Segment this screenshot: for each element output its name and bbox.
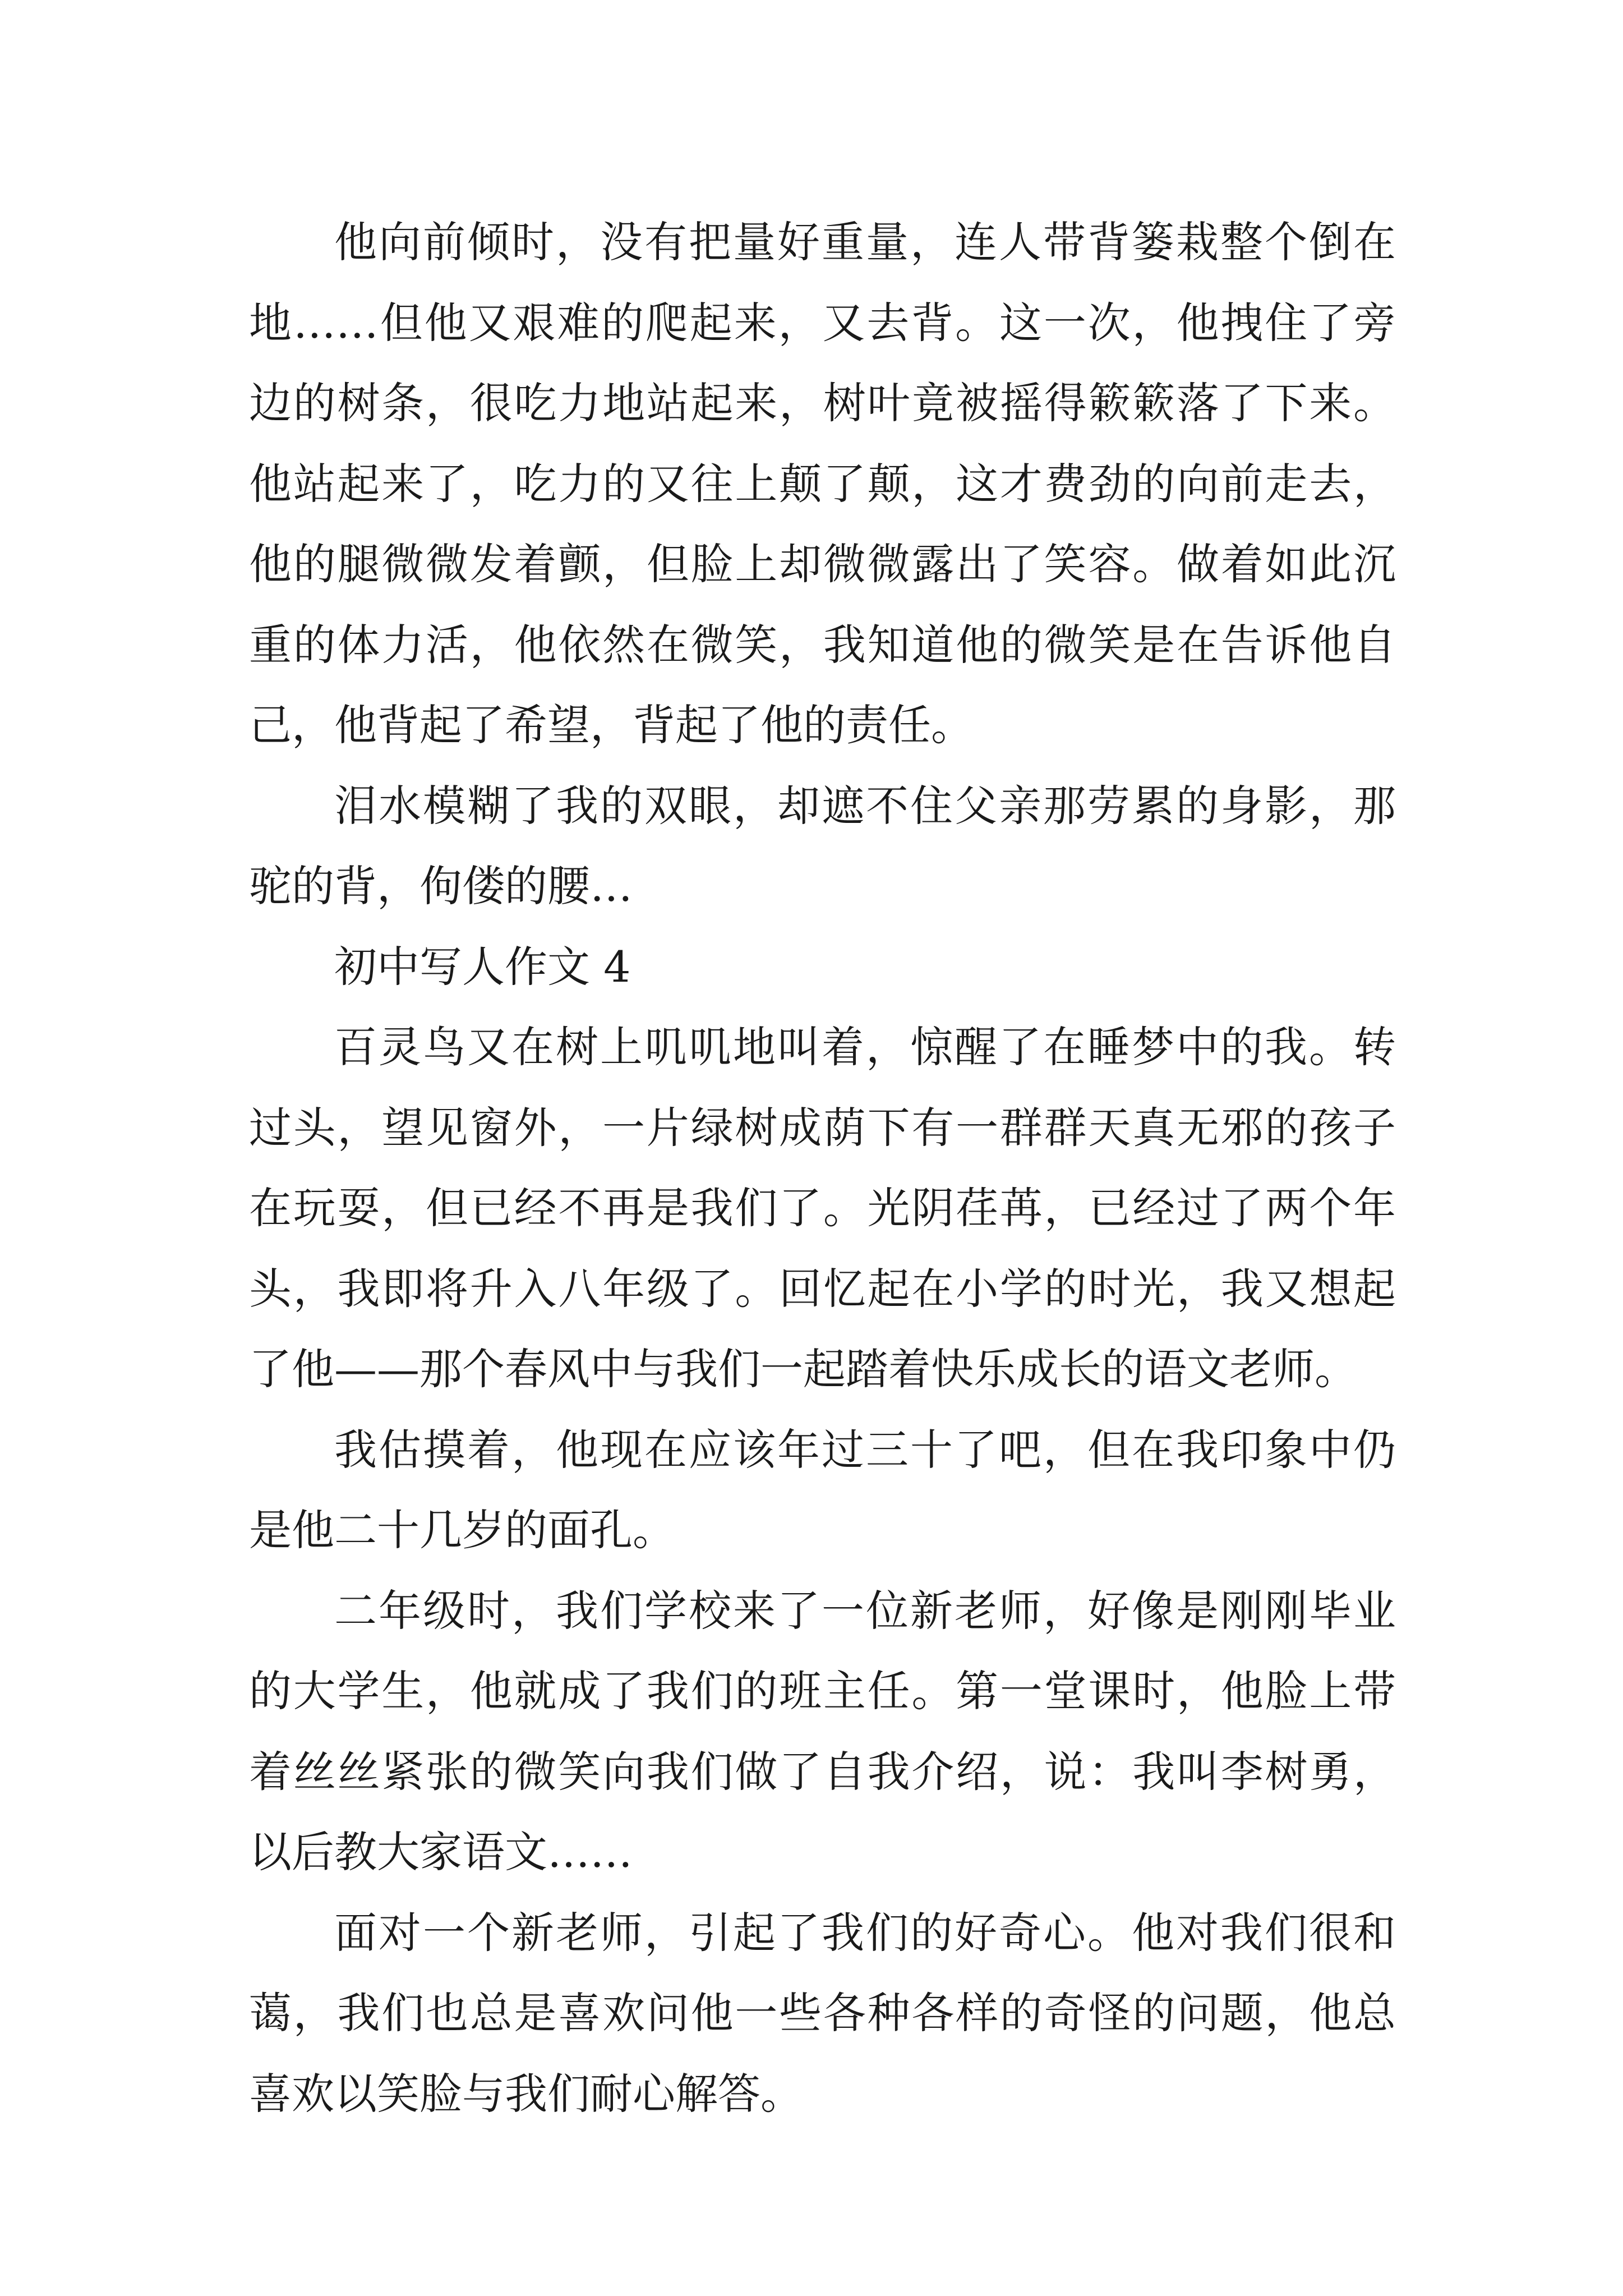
section-heading: 初中写人作文 4	[334, 941, 631, 992]
paragraph-tears: 泪水模糊了我的双眼，却遮不住父亲那劳累的身影，那驼的背，佝偻的腰…	[249, 780, 1396, 911]
paragraph-father-carrying: 他向前倾时，没有把量好重量，连人带背篓栽整个倒在地……但他又艰难的爬起来，又去背。这一次，他拽住了旁边的树条，很吃力地站起来，树叶竟被摇得簌簌落了下来。他站起来了，吃力的又往上颠了颠，这才费劲的向前走去，他的腿微微发着颤，但脸上却微微露出了笑容。做着如此沉重的体力活，他依然在微笑，我知道他的微笑是在告诉他自己，他背起了希望，背起了他的责任。	[249, 217, 1396, 750]
paragraph-lark: 百灵鸟又在树上叽叽地叫着，惊醒了在睡梦中的我。转过头，望见窗外，一片绿树成荫下有一群群天真无邪的孩子在玩耍，但已经不再是我们了。光阴荏苒，已经过了两个年头，我即将升入八年级了。回忆起在小学的时光，我又想起了他——那个春风中与我们一起踏着快乐成长的语文老师。	[249, 1022, 1396, 1394]
document-body	[249, 202, 1396, 2134]
paragraph-curiosity: 面对一个新老师，引起了我们的好奇心。他对我们很和蔼，我们也总是喜欢问他一些各种各样的奇怪的问题，他总喜欢以笑脸与我们耐心解答。	[249, 1907, 1396, 2119]
paragraph-estimate: 我估摸着，他现在应该年过三十了吧，但在我印象中仍是他二十几岁的面孔。	[249, 1424, 1396, 1555]
paragraph-new-teacher: 二年级时，我们学校来了一位新老师，好像是刚刚毕业的大学生，他就成了我们的班主任。第一堂课时，他脸上带着丝丝紧张的微笑向我们做了自我介绍，说：我叫李树勇，以后教大家语文……	[249, 1585, 1396, 1877]
